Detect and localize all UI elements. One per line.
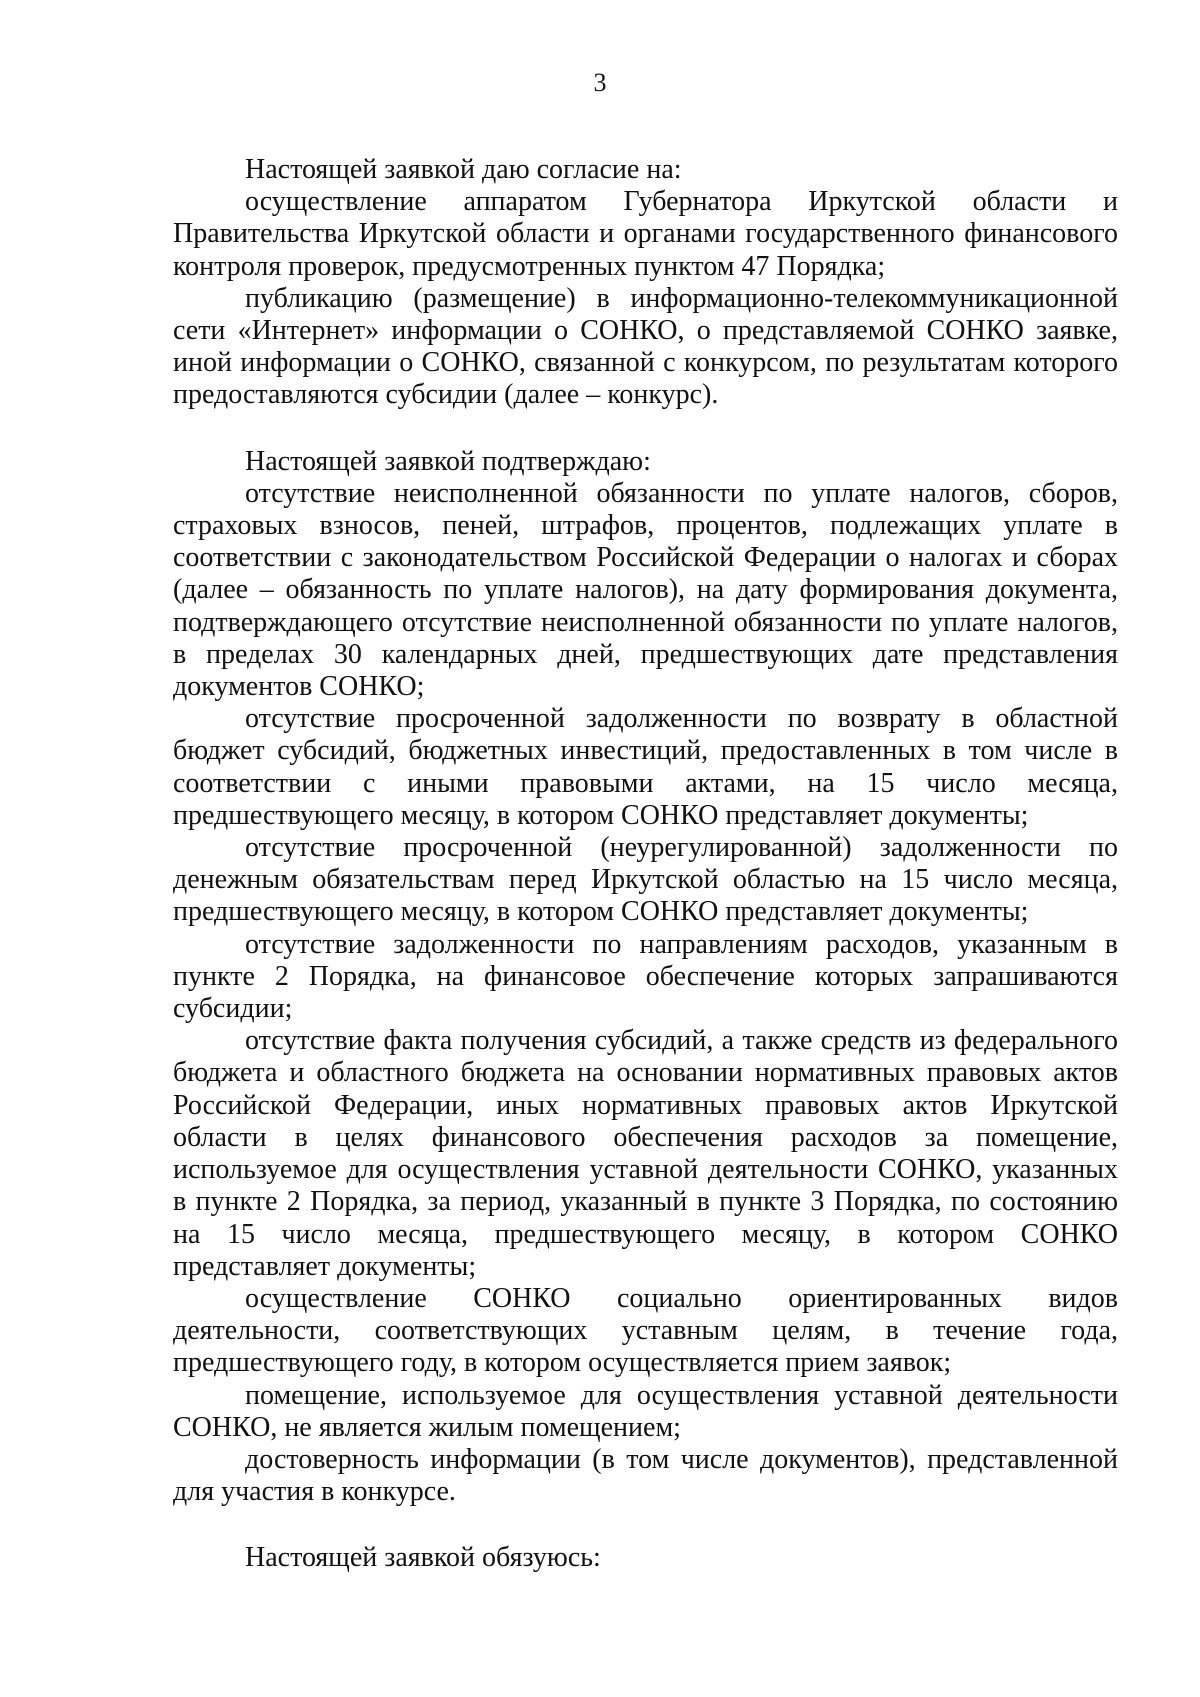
section-heading-consent: Настоящей заявкой даю согласие на: [245,154,682,185]
confirm-item-no-tax-debt: отсутствие неисполненной обязанности по уплате налогов, сборов, страховых взносов, пеней, штрафов, процентов, подлежащих уплате в соответствии с законодательством Российской Федерации о налогах и сборах (далее – обязанность по уплате налогов), на дату формирования документа, подтверждающего отсутствие неисполненной обязанности по уплате налогов, в пределах 30 календарных дней, предшествующих дате представления документов СОНКО; [173,477,1118,703]
confirm-item-non-residential: помещение, используемое для осуществления уставной деятельности СОНКО, не является жилым помещением; [173,1379,1118,1443]
confirm-item-no-other-subsidies: отсутствие факта получения субсидий, а также средств из федерального бюджета и областного бюджета на основании нормативных правовых актов Российской Федерации, иных нормативных правовых актов Иркутской области в целях финансового обеспечения расходов за помещение, используемое для осуществления уставной деятельности СОНКО, указанных в пункте 2 Порядка, за период, указанный в пункте 3 Порядка, по состоянию на 15 число месяца, предшествующего месяцу, в котором СОНКО представляет документы; [173,1025,1118,1282]
confirm-item-activity: осуществление СОНКО социально ориентированных видов деятельности, соответствующих уставным целям, в течение года, предшествующего году, в котором осуществляется прием заявок; [173,1282,1118,1379]
confirm-item-no-expense-debt: отсутствие задолженности по направлениям расходов, указанным в пункте 2 Порядка, на финансовое обеспечение которых запрашиваются субсидии; [173,928,1118,1025]
consent-item-inspections: осуществление аппаратом Губернатора Иркутской области и Правительства Иркутской области и органами государственного финансового контроля проверок, предусмотренных пунктом 47 Порядка; [173,186,1118,282]
confirm-item-reliability: достоверность информации (в том числе документов), представленной для участия в конкурсе. [173,1443,1118,1508]
document-body [173,154,1118,1575]
confirm-item-no-overdue-subsidy-debt: отсутствие просроченной задолженности по возврату в областной бюджет субсидий, бюджетных инвестиций, предоставленных в том числе в соответствии с иными правовыми актами, на 15 число месяца, предшествующего месяцу, в котором СОНКО представляет документы; [173,703,1118,831]
page-number: 3 [593,68,607,97]
section-gap [173,412,1118,446]
section-heading-obligations: Настоящей заявкой обязуюсь: [245,1542,601,1574]
confirm-item-no-monetary-obligation-debt: отсутствие просроченной (неурегулированной) задолженности по денежным обязательствам перед Иркутской областью на 15 число месяца, предшествующего месяцу, в котором СОНКО представляет документы; [173,832,1118,928]
consent-item-publication: публикацию (размещение) в информационно-телекоммуникационной сети «Интернет» информации о СОНКО, о представляемой СОНКО заявке, иной информации о СОНКО, связанной с конкурсом, по результатам которого предоставляются субсидии (далее – конкурс). [173,282,1118,411]
section-heading-confirm: Настоящей заявкой подтверждаю: [245,445,651,477]
section-gap [173,1508,1118,1542]
